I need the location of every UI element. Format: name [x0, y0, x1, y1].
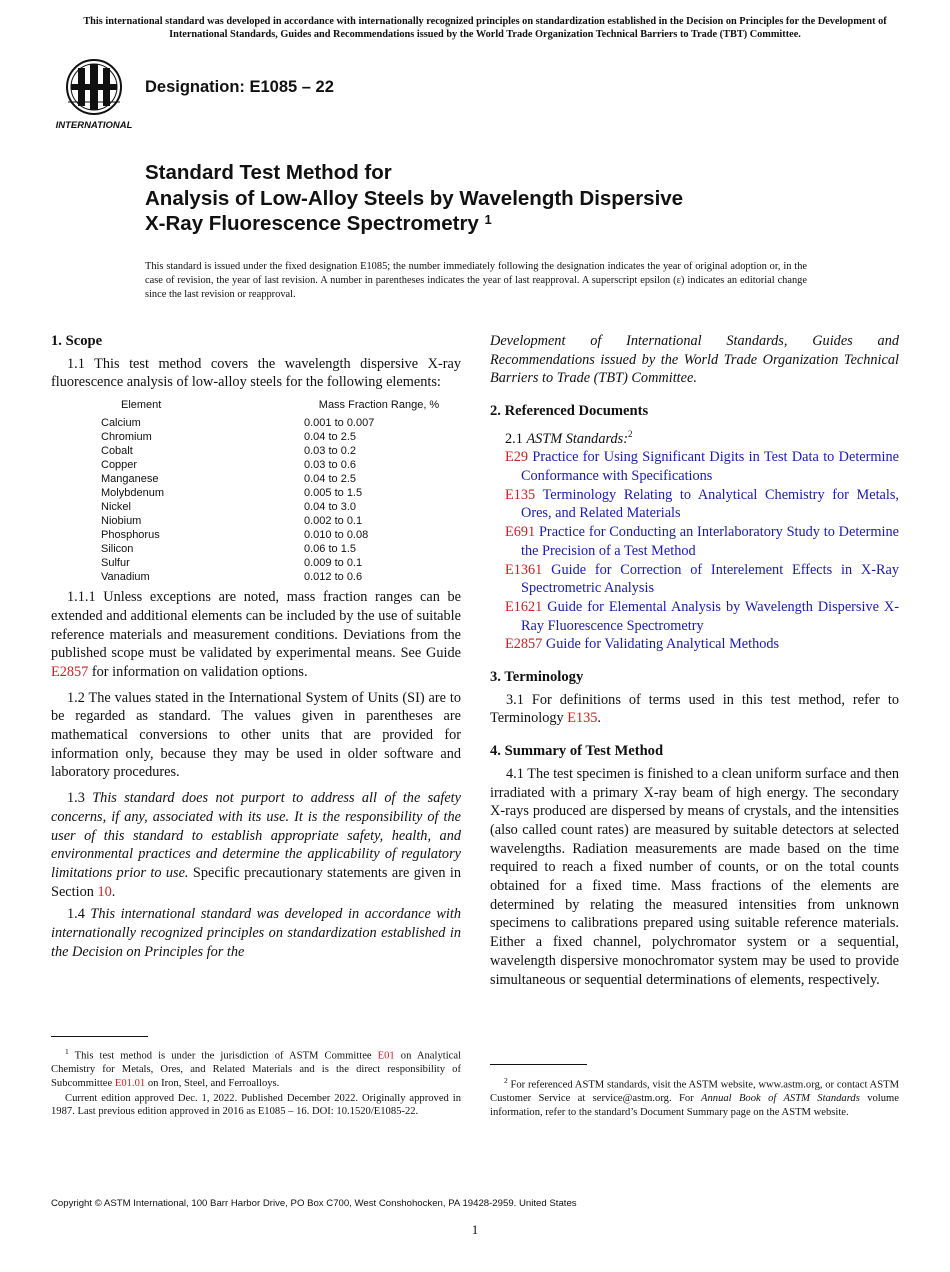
table-row — [101, 570, 454, 584]
reference-code-link[interactable]: E29 — [505, 449, 529, 466]
element-range: 0.001 to 0.007 — [304, 417, 375, 430]
element-name: Nickel — [101, 501, 131, 514]
reference-title-link[interactable]: Guide for Correction of Interelement Effects in X-Ray Spectrometric Analysis — [521, 561, 899, 597]
link-section-10[interactable]: 10 — [97, 883, 112, 900]
footnote-2: $^2$ For referenced ASTM standards, visit the ASTM website, www.astm.org, or contact ASTM Customer Service at service@astm.org. For Annual Book of ASTM Standards volume information, refer to the standard’s Document Summary page on the ASTM website. — [490, 1076, 899, 1118]
element-range: 0.03 to 0.6 — [304, 459, 356, 472]
para-1-1-1: 1.1.1 Unless exceptions are noted, mass fraction ranges can be extended and additional elements can be included by the use of suitable reference materials and measurement conditions. Deviations from the published scope must be validated by experimental means. See Guide E2857 for information on validation options. — [51, 589, 461, 680]
designation: Designation: E1085 – 22 — [145, 78, 334, 96]
section-4-heading: 4. Summary of Test Method — [490, 743, 664, 760]
element-range: 0.04 to 2.5 — [304, 431, 356, 444]
para-1-3: 1.3 This standard does not purport to address all of the safety concerns, if any, associated with its use. It is the responsibility of the user of this standard to establish appropriate safety, health, and environmental practices and determine the applicability of regulatory limitations prior to use. Specific precautionary statements are given in Section 10. — [51, 790, 461, 900]
para-3-1: 3.1 For definitions of terms used in this test method, refer to Terminology E135. — [490, 691, 899, 727]
link-e2857[interactable]: E2857 — [51, 663, 89, 680]
table-row — [101, 472, 454, 486]
reference-code-link[interactable]: E2857 — [505, 636, 543, 653]
para-1-4: 1.4 This international standard was developed in accordance with internationally recognized principles on standardization established in the Decision on Principles for the — [51, 906, 461, 960]
right-column — [490, 332, 899, 989]
reference-item — [490, 561, 899, 598]
document-title — [145, 160, 683, 239]
element-name: Vanadium — [101, 571, 150, 584]
reference-item — [490, 523, 899, 560]
element-range: 0.04 to 3.0 — [304, 501, 356, 514]
reference-list — [490, 448, 899, 654]
footnote-rule-left — [51, 1036, 148, 1037]
para-1-2: 1.2 The values stated in the International System of Units (SI) are to be regarded as standard. The values given in parentheses are mathematical conversions to other units that are provided for information only, because they may be used in older software and laboratory procedures. — [51, 689, 461, 781]
issued-note: This standard is issued under the fixed designation E1085; the number immediately following the designation indicates the year of original adoption or, in the case of revision, the year of last revision. A number in parentheses indicates the year of last reapproval. A superscript epsilon (ε) indicates an editorial change since the last revision or reapproval. — [145, 261, 807, 300]
table-row — [101, 514, 454, 528]
reference-title-link[interactable]: Guide for Validating Analytical Methods — [545, 636, 780, 653]
reference-title-link[interactable]: Practice for Conducting an Interlaboratory Study to Determine the Precision of a Test Method — [521, 524, 899, 559]
reference-title-link[interactable]: Terminology Relating to Analytical Chemistry for Metals, Ores, and Related Materials — [521, 486, 899, 522]
element-range: 0.005 to 1.5 — [304, 487, 363, 500]
table-row — [101, 444, 454, 458]
astm-standards-label: 2.1 ASTM Standards:$^2$ — [505, 428, 633, 447]
element-range: 0.010 to 0.08 — [304, 529, 369, 542]
reference-code-link[interactable]: E135 — [505, 486, 536, 503]
element-name: Cobalt — [101, 445, 133, 458]
reference-item — [490, 486, 899, 523]
page-number: 1 — [471, 1222, 479, 1237]
reference-code-link[interactable]: E1361 — [505, 561, 543, 578]
table-row — [101, 556, 454, 570]
table-row — [101, 416, 454, 430]
section-3-heading: 3. Terminology — [490, 669, 584, 686]
title-footnote-mark[interactable]: 1 — [484, 212, 492, 227]
element-name: Niobium — [101, 515, 142, 528]
element-range: 0.009 to 0.1 — [304, 557, 363, 570]
table-row — [101, 430, 454, 444]
element-range: 0.002 to 0.1 — [304, 515, 363, 528]
footnote-rule-right — [490, 1064, 587, 1065]
element-range: 0.04 to 2.5 — [304, 473, 356, 486]
para-4-1: 4.1 The test specimen is finished to a clean uniform surface and then irradiated with a primary X-ray beam of high energy. The secondary X-rays produced are dispersed by means of crystals, and the intensities (also called count rates) are measured by suitable detectors at selected wavelengths. Radiation measurements are made based on the time required to reach a fixed number of counts, or on the total counts obtained for a fixed time. Mass fractions of the elements are determined by relating the measured intensities from unknown specimens to calibrations prepared using suitable reference materials. Either a fixed channel, polychromator system or a sequential, wavelength dispersive monochromator system may be used to provide simultaneous or sequential determinations of elements, respectively. — [490, 765, 899, 988]
element-range: 0.03 to 0.2 — [304, 445, 356, 458]
table-header-range: Mass Fraction Range, % — [318, 399, 440, 412]
section-1-heading: 1. Scope — [51, 333, 103, 349]
table-row — [101, 542, 454, 556]
element-name: Chromium — [101, 431, 152, 444]
reference-code-link[interactable]: E691 — [505, 524, 536, 541]
section-2-heading: 2. Referenced Documents — [490, 403, 649, 420]
table-row — [101, 486, 454, 500]
left-column — [51, 332, 461, 961]
title-line-1: Standard Test Method for — [145, 161, 392, 184]
element-name: Silicon — [101, 543, 134, 556]
title-line-2: Analysis of Low-Alloy Steels by Wavelength Dispersive — [145, 186, 684, 210]
table-row — [101, 528, 454, 542]
link-e01[interactable]: E01 — [377, 1050, 395, 1062]
reference-item — [490, 635, 899, 654]
element-range: 0.06 to 1.5 — [304, 543, 356, 556]
element-name: Sulfur — [101, 557, 130, 570]
table-row — [101, 458, 454, 472]
reference-item — [490, 598, 899, 635]
link-e01-01[interactable]: E01.01 — [114, 1077, 146, 1089]
footnote-1-edition: Current edition approved Dec. 1, 2022. Published December 2022. Originally approved in 1987. Last previous edition approved in 2016 as E1085 – 16. DOI: 10.1520/E1085-22. — [51, 1092, 461, 1118]
table-header-element: Element — [121, 399, 162, 412]
element-range: 0.012 to 0.6 — [304, 571, 363, 584]
element-name: Manganese — [101, 473, 159, 486]
reference-title-link[interactable]: Guide for Elemental Analysis by Wavelength Dispersive X-Ray Fluorescence Spectrometry — [521, 598, 900, 634]
tbt-notice: This international standard was developed in accordance with internationally recognized principles on standardization established in the Decision on Principles for the Development of International Standards, Guides and Recommendations issued by the World Trade Organization Technical Barriers to Trade (TBT) Committee. — [83, 16, 887, 40]
copyright-line: Copyright © ASTM International, 100 Barr Harbor Drive, PO Box C700, West Conshohocken, PA 19428-2959. United States — [51, 1198, 577, 1209]
element-name: Phosphorus — [101, 529, 160, 542]
element-name: Calcium — [101, 417, 141, 430]
astm-logo-icon — [54, 58, 134, 132]
title-line-3: X-Ray Fluorescence Spectrometry $^1$ — [145, 212, 492, 235]
element-name: Molybdenum — [101, 487, 164, 500]
table-row — [101, 500, 454, 514]
reference-item — [490, 448, 899, 485]
link-e135[interactable]: E135 — [567, 710, 598, 727]
para-1-1: 1.1 This test method covers the wavelength dispersive X-ray fluorescence analysis of low-alloy steels for the following elements: — [51, 355, 461, 391]
footnote-1: $^1$ This test method is under the jurisdiction of ASTM Committee E01 on Analytical Chemistry for Metals, Ores, and Related Materials and is the direct responsibility of Subcommittee E01.01 on Iron, Steel, and Ferroalloys. Current edition approved Dec. 1, 2022. Published December 2022. Originally approved in 1987. Last previous edition approved in 2016 as E1085 – 16. DOI: 10.1520/E1085-22. — [51, 1047, 461, 1118]
reference-title-link[interactable]: Practice for Using Significant Digits in Test Data to Determine Conformance with Specifications — [521, 449, 900, 484]
logo-caption: INTERNATIONAL — [55, 120, 133, 131]
para-1-4-continued: Development of International Standards, Guides and Recommendations issued by the World Trade Organization Technical Barriers to Trade (TBT) Committee. — [490, 333, 899, 387]
reference-code-link[interactable]: E1621 — [505, 598, 543, 615]
element-name: Copper — [101, 459, 138, 472]
element-range-table — [101, 398, 454, 584]
